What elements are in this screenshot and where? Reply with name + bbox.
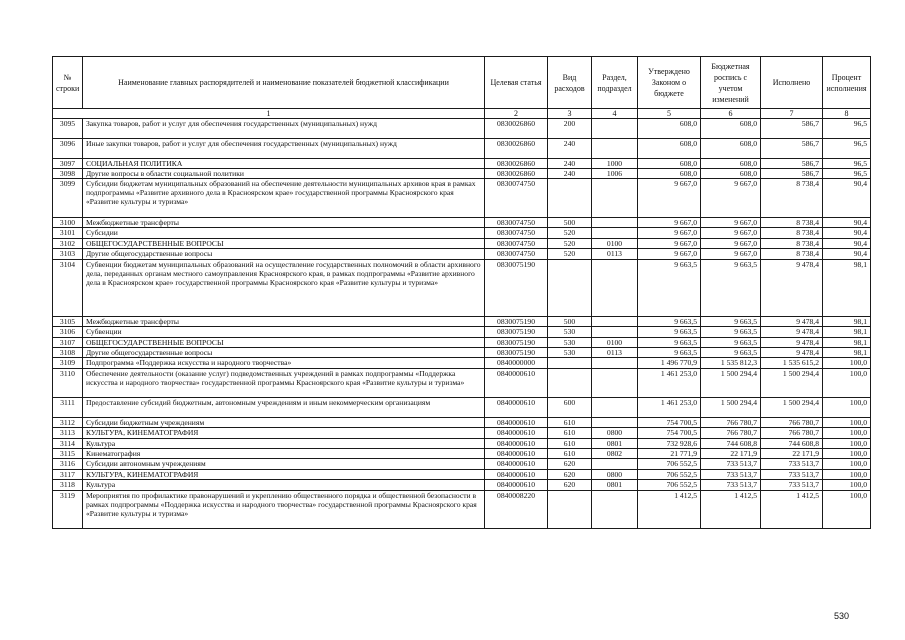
row-target-article: 0840000610	[485, 438, 548, 448]
row-name: Субсидии	[83, 228, 485, 238]
column-index: 7	[761, 109, 823, 119]
row-name: Межбюджетные трансферты	[83, 316, 485, 326]
row-executed: 586,7	[761, 168, 823, 178]
row-expense-type: 620	[548, 469, 592, 479]
row-target-article: 0830075190	[485, 259, 548, 316]
row-percent: 90,4	[823, 217, 871, 227]
row-name: СОЦИАЛЬНАЯ ПОЛИТИКА	[83, 158, 485, 168]
table-row	[53, 348, 871, 358]
row-percent: 100,0	[823, 398, 871, 418]
row-section: 0800	[592, 428, 638, 438]
table-row	[53, 368, 871, 397]
row-number: 3101	[53, 228, 83, 238]
row-name: Иные закупки товаров, работ и услуг для обеспечения государственных (муниципальных) нужд	[83, 138, 485, 158]
row-name: Субсидии бюджетам муниципальных образований на обеспечение деятельности муниципальных архивов края в рамках подпрограммы «Развитие архивного дела в Красноярском крае» государственной программы Красноярского края «Развитие культуры и туризма»	[83, 179, 485, 218]
row-approved: 1 412,5	[638, 490, 701, 529]
row-section: 0100	[592, 337, 638, 347]
row-approved: 706 552,5	[638, 459, 701, 469]
row-approved: 608,0	[638, 168, 701, 178]
row-executed: 9 478,4	[761, 348, 823, 358]
row-budget-list: 9 667,0	[701, 228, 761, 238]
row-percent: 100,0	[823, 417, 871, 427]
row-number: 3108	[53, 348, 83, 358]
row-budget-list: 766 780,7	[701, 428, 761, 438]
row-percent: 96,5	[823, 158, 871, 168]
row-budget-list: 9 667,0	[701, 238, 761, 248]
row-approved: 9 667,0	[638, 179, 701, 218]
row-name: Другие общегосударственные вопросы	[83, 348, 485, 358]
table-row	[53, 119, 871, 139]
row-expense-type: 520	[548, 238, 592, 248]
header-budget-list: Бюджетная роспись с учетом изменений	[701, 57, 761, 109]
row-expense-type: 530	[548, 337, 592, 347]
row-expense-type	[548, 179, 592, 218]
row-percent: 100,0	[823, 358, 871, 368]
row-number: 3107	[53, 337, 83, 347]
row-target-article: 0840000610	[485, 368, 548, 397]
row-executed: 1 500 294,4	[761, 368, 823, 397]
row-section	[592, 138, 638, 158]
row-number: 3112	[53, 417, 83, 427]
row-name: Другие общегосударственные вопросы	[83, 249, 485, 259]
table-row	[53, 358, 871, 368]
row-section	[592, 398, 638, 418]
row-number: 3114	[53, 438, 83, 448]
row-section	[592, 228, 638, 238]
row-budget-list: 9 667,0	[701, 249, 761, 259]
row-approved: 706 552,5	[638, 480, 701, 490]
row-target-article: 0830026860	[485, 119, 548, 139]
row-executed: 1 412,5	[761, 490, 823, 529]
row-target-article: 0840000610	[485, 480, 548, 490]
row-budget-list: 9 663,5	[701, 348, 761, 358]
row-section: 0802	[592, 449, 638, 459]
row-expense-type: 600	[548, 398, 592, 418]
row-percent: 100,0	[823, 428, 871, 438]
row-percent: 96,5	[823, 138, 871, 158]
row-expense-type: 520	[548, 249, 592, 259]
row-budget-list: 733 513,7	[701, 469, 761, 479]
row-name: Кинематография	[83, 449, 485, 459]
column-index: 8	[823, 109, 871, 119]
header-section: Раздел, подраздел	[592, 57, 638, 109]
budget-table	[52, 56, 871, 529]
row-section	[592, 119, 638, 139]
row-expense-type: 610	[548, 449, 592, 459]
row-expense-type: 500	[548, 316, 592, 326]
row-name: Мероприятия по профилактике правонарушений и укреплению общественного порядка и общественной безопасности в рамках подпрограммы «Поддержка искусства и народного творчества» государственной программы Красноярского края «Развитие культуры и туризма»	[83, 490, 485, 529]
row-expense-type	[548, 358, 592, 368]
row-name: Подпрограмма «Поддержка искусства и народного творчества»	[83, 358, 485, 368]
row-target-article: 0840000610	[485, 469, 548, 479]
row-target-article: 0830075190	[485, 337, 548, 347]
row-name: Субвенции	[83, 327, 485, 337]
row-number: 3105	[53, 316, 83, 326]
header-percent: Процент исполнения	[823, 57, 871, 109]
row-approved: 1 461 253,0	[638, 368, 701, 397]
row-section: 0113	[592, 348, 638, 358]
row-approved: 706 552,5	[638, 469, 701, 479]
row-budget-list: 1 500 294,4	[701, 398, 761, 418]
row-target-article: 0830026860	[485, 138, 548, 158]
row-budget-list: 733 513,7	[701, 459, 761, 469]
row-budget-list: 9 663,5	[701, 337, 761, 347]
row-budget-list: 608,0	[701, 168, 761, 178]
row-section: 1000	[592, 158, 638, 168]
row-executed: 766 780,7	[761, 417, 823, 427]
row-approved: 9 663,5	[638, 327, 701, 337]
row-budget-list: 9 667,0	[701, 179, 761, 218]
row-name: КУЛЬТУРА, КИНЕМАТОГРАФИЯ	[83, 469, 485, 479]
row-executed: 586,7	[761, 158, 823, 168]
row-number: 3102	[53, 238, 83, 248]
row-executed: 8 738,4	[761, 217, 823, 227]
row-percent: 98,1	[823, 348, 871, 358]
row-expense-type: 200	[548, 119, 592, 139]
row-number: 3111	[53, 398, 83, 418]
row-target-article: 0830075190	[485, 327, 548, 337]
row-number: 3097	[53, 158, 83, 168]
row-percent: 100,0	[823, 459, 871, 469]
row-executed: 8 738,4	[761, 249, 823, 259]
row-percent: 90,4	[823, 228, 871, 238]
row-target-article: 0830026860	[485, 158, 548, 168]
row-number: 3099	[53, 179, 83, 218]
row-section	[592, 316, 638, 326]
row-expense-type: 530	[548, 348, 592, 358]
row-target-article: 0840000610	[485, 449, 548, 459]
column-index: 4	[592, 109, 638, 119]
row-number: 3119	[53, 490, 83, 529]
row-number: 3103	[53, 249, 83, 259]
row-approved: 608,0	[638, 119, 701, 139]
row-executed: 766 780,7	[761, 428, 823, 438]
table-header	[53, 57, 871, 119]
row-section: 0100	[592, 238, 638, 248]
row-executed: 9 478,4	[761, 259, 823, 316]
row-target-article: 0840000610	[485, 459, 548, 469]
row-section: 0113	[592, 249, 638, 259]
row-executed: 8 738,4	[761, 228, 823, 238]
row-section	[592, 368, 638, 397]
page-number: 530	[834, 611, 850, 621]
row-approved: 608,0	[638, 138, 701, 158]
row-name: ОБЩЕГОСУДАРСТВЕННЫЕ ВОПРОСЫ	[83, 337, 485, 347]
row-expense-type	[548, 259, 592, 316]
row-approved: 754 700,5	[638, 428, 701, 438]
row-section: 0800	[592, 469, 638, 479]
row-percent: 96,5	[823, 119, 871, 139]
row-executed: 9 478,4	[761, 337, 823, 347]
row-name: КУЛЬТУРА, КИНЕМАТОГРАФИЯ	[83, 428, 485, 438]
table-row	[53, 438, 871, 448]
table-body	[53, 119, 871, 529]
row-expense-type: 620	[548, 459, 592, 469]
table-row	[53, 417, 871, 427]
table-row	[53, 259, 871, 316]
row-section: 0801	[592, 480, 638, 490]
table-row	[53, 327, 871, 337]
row-expense-type	[548, 490, 592, 529]
row-executed: 9 478,4	[761, 327, 823, 337]
row-expense-type: 610	[548, 428, 592, 438]
row-executed: 8 738,4	[761, 238, 823, 248]
row-executed: 1 500 294,4	[761, 398, 823, 418]
column-index: 5	[638, 109, 701, 119]
row-number: 3104	[53, 259, 83, 316]
row-name: Культура	[83, 438, 485, 448]
column-index-row	[53, 109, 871, 119]
row-approved: 9 663,5	[638, 348, 701, 358]
row-approved: 608,0	[638, 158, 701, 168]
row-approved: 9 663,5	[638, 337, 701, 347]
table-row	[53, 179, 871, 218]
row-approved: 21 771,9	[638, 449, 701, 459]
row-target-article: 0830074750	[485, 238, 548, 248]
row-section: 0801	[592, 438, 638, 448]
row-number: 3117	[53, 469, 83, 479]
row-percent: 90,4	[823, 238, 871, 248]
row-percent: 100,0	[823, 368, 871, 397]
table-row	[53, 158, 871, 168]
row-budget-list: 744 608,8	[701, 438, 761, 448]
table-row	[53, 217, 871, 227]
header-expense-type: Вид расходов	[548, 57, 592, 109]
row-section	[592, 179, 638, 218]
row-section	[592, 217, 638, 227]
row-budget-list: 22 171,9	[701, 449, 761, 459]
row-executed: 733 513,7	[761, 469, 823, 479]
row-expense-type: 240	[548, 138, 592, 158]
column-index: 6	[701, 109, 761, 119]
row-name: Обеспечение деятельности (оказание услуг) подведомственных учреждений в рамках подпрограммы «Поддержка искусства и народного творчества» государственной программы Красноярского края «Развитие культуры и туризма»	[83, 368, 485, 397]
table-row	[53, 238, 871, 248]
row-percent: 98,1	[823, 337, 871, 347]
row-name: Субвенции бюджетам муниципальных образований на осуществление государственных полномочий в области архивного дела, переданных органам местного самоуправления Красноярского края, в рамках подпрограммы «Развитие архивного дела в Красноярском крае» государственной программы Красноярского края «Развитие культуры и туризма»	[83, 259, 485, 316]
budget-report-sheet	[52, 56, 870, 529]
row-number: 3098	[53, 168, 83, 178]
row-percent: 100,0	[823, 438, 871, 448]
row-section	[592, 259, 638, 316]
row-expense-type: 610	[548, 438, 592, 448]
row-name: Субсидии автономным учреждениям	[83, 459, 485, 469]
header-target-article: Целевая статья	[485, 57, 548, 109]
row-approved: 9 663,5	[638, 259, 701, 316]
row-executed: 22 171,9	[761, 449, 823, 459]
column-index: 3	[548, 109, 592, 119]
row-number: 3113	[53, 428, 83, 438]
row-name: Другие вопросы в области социальной политики	[83, 168, 485, 178]
row-name: Закупка товаров, работ и услуг для обеспечения государственных (муниципальных) нужд	[83, 119, 485, 139]
row-number: 3110	[53, 368, 83, 397]
table-row	[53, 168, 871, 178]
row-percent: 100,0	[823, 449, 871, 459]
row-name: Культура	[83, 480, 485, 490]
table-row	[53, 337, 871, 347]
row-budget-list: 9 663,5	[701, 316, 761, 326]
row-executed: 9 478,4	[761, 316, 823, 326]
row-budget-list: 608,0	[701, 138, 761, 158]
row-approved: 732 928,6	[638, 438, 701, 448]
row-number: 3106	[53, 327, 83, 337]
row-number: 3115	[53, 449, 83, 459]
row-executed: 8 738,4	[761, 179, 823, 218]
row-budget-list: 766 780,7	[701, 417, 761, 427]
row-expense-type: 500	[548, 217, 592, 227]
row-target-article: 0840000610	[485, 398, 548, 418]
row-expense-type: 520	[548, 228, 592, 238]
row-target-article: 0840000000	[485, 358, 548, 368]
header-name: Наименование главных распорядителей и наименование показателей бюджетной классификации	[83, 57, 485, 109]
row-budget-list: 608,0	[701, 158, 761, 168]
row-budget-list: 1 535 812,3	[701, 358, 761, 368]
row-section	[592, 417, 638, 427]
row-number: 3118	[53, 480, 83, 490]
row-approved: 9 667,0	[638, 228, 701, 238]
row-target-article: 0840008220	[485, 490, 548, 529]
row-budget-list: 9 667,0	[701, 217, 761, 227]
row-section: 1006	[592, 168, 638, 178]
table-row	[53, 316, 871, 326]
row-number: 3116	[53, 459, 83, 469]
row-budget-list: 9 663,5	[701, 259, 761, 316]
table-row	[53, 428, 871, 438]
row-executed: 586,7	[761, 119, 823, 139]
row-executed: 733 513,7	[761, 459, 823, 469]
row-executed: 733 513,7	[761, 480, 823, 490]
row-target-article: 0830026860	[485, 168, 548, 178]
row-name: Предоставление субсидий бюджетным, автономным учреждениям и иным некоммерческим организациям	[83, 398, 485, 418]
row-number: 3095	[53, 119, 83, 139]
row-target-article: 0830075190	[485, 348, 548, 358]
row-approved: 1 496 770,9	[638, 358, 701, 368]
row-budget-list: 9 663,5	[701, 327, 761, 337]
row-target-article: 0840000610	[485, 428, 548, 438]
table-row	[53, 449, 871, 459]
row-section	[592, 327, 638, 337]
table-row	[53, 480, 871, 490]
row-approved: 9 667,0	[638, 238, 701, 248]
table-row	[53, 138, 871, 158]
row-approved: 9 667,0	[638, 249, 701, 259]
row-executed: 586,7	[761, 138, 823, 158]
row-percent: 90,4	[823, 179, 871, 218]
row-approved: 754 700,5	[638, 417, 701, 427]
header-executed: Исполнено	[761, 57, 823, 109]
row-name: ОБЩЕГОСУДАРСТВЕННЫЕ ВОПРОСЫ	[83, 238, 485, 248]
row-number: 3100	[53, 217, 83, 227]
row-expense-type: 240	[548, 158, 592, 168]
row-target-article: 0830074750	[485, 179, 548, 218]
table-row	[53, 228, 871, 238]
row-approved: 1 461 253,0	[638, 398, 701, 418]
row-approved: 9 663,5	[638, 316, 701, 326]
row-approved: 9 667,0	[638, 217, 701, 227]
row-expense-type: 530	[548, 327, 592, 337]
column-index: 1	[53, 109, 485, 119]
column-index: 2	[485, 109, 548, 119]
table-row	[53, 249, 871, 259]
row-name: Субсидии бюджетным учреждениям	[83, 417, 485, 427]
header-row-number: № строки	[53, 57, 83, 109]
row-percent: 100,0	[823, 490, 871, 529]
row-target-article: 0840000610	[485, 417, 548, 427]
row-percent: 98,1	[823, 316, 871, 326]
table-row	[53, 469, 871, 479]
row-percent: 90,4	[823, 249, 871, 259]
row-budget-list: 733 513,7	[701, 480, 761, 490]
row-budget-list: 1 500 294,4	[701, 368, 761, 397]
table-row	[53, 459, 871, 469]
row-budget-list: 1 412,5	[701, 490, 761, 529]
row-executed: 1 535 615,2	[761, 358, 823, 368]
row-percent: 100,0	[823, 469, 871, 479]
row-number: 3096	[53, 138, 83, 158]
row-budget-list: 608,0	[701, 119, 761, 139]
row-expense-type: 610	[548, 417, 592, 427]
row-section	[592, 358, 638, 368]
row-executed: 744 608,8	[761, 438, 823, 448]
row-expense-type	[548, 368, 592, 397]
row-percent: 100,0	[823, 480, 871, 490]
row-percent: 98,1	[823, 259, 871, 316]
row-section	[592, 459, 638, 469]
table-row	[53, 398, 871, 418]
row-number: 3109	[53, 358, 83, 368]
row-percent: 98,1	[823, 327, 871, 337]
row-expense-type: 240	[548, 168, 592, 178]
row-target-article: 0830074750	[485, 217, 548, 227]
header-approved: Утверждено Законом о бюджете	[638, 57, 701, 109]
row-target-article: 0830074750	[485, 228, 548, 238]
row-expense-type: 620	[548, 480, 592, 490]
row-target-article: 0830075190	[485, 316, 548, 326]
row-section	[592, 490, 638, 529]
row-percent: 96,5	[823, 168, 871, 178]
row-name: Межбюджетные трансферты	[83, 217, 485, 227]
table-row	[53, 490, 871, 529]
row-target-article: 0830074750	[485, 249, 548, 259]
